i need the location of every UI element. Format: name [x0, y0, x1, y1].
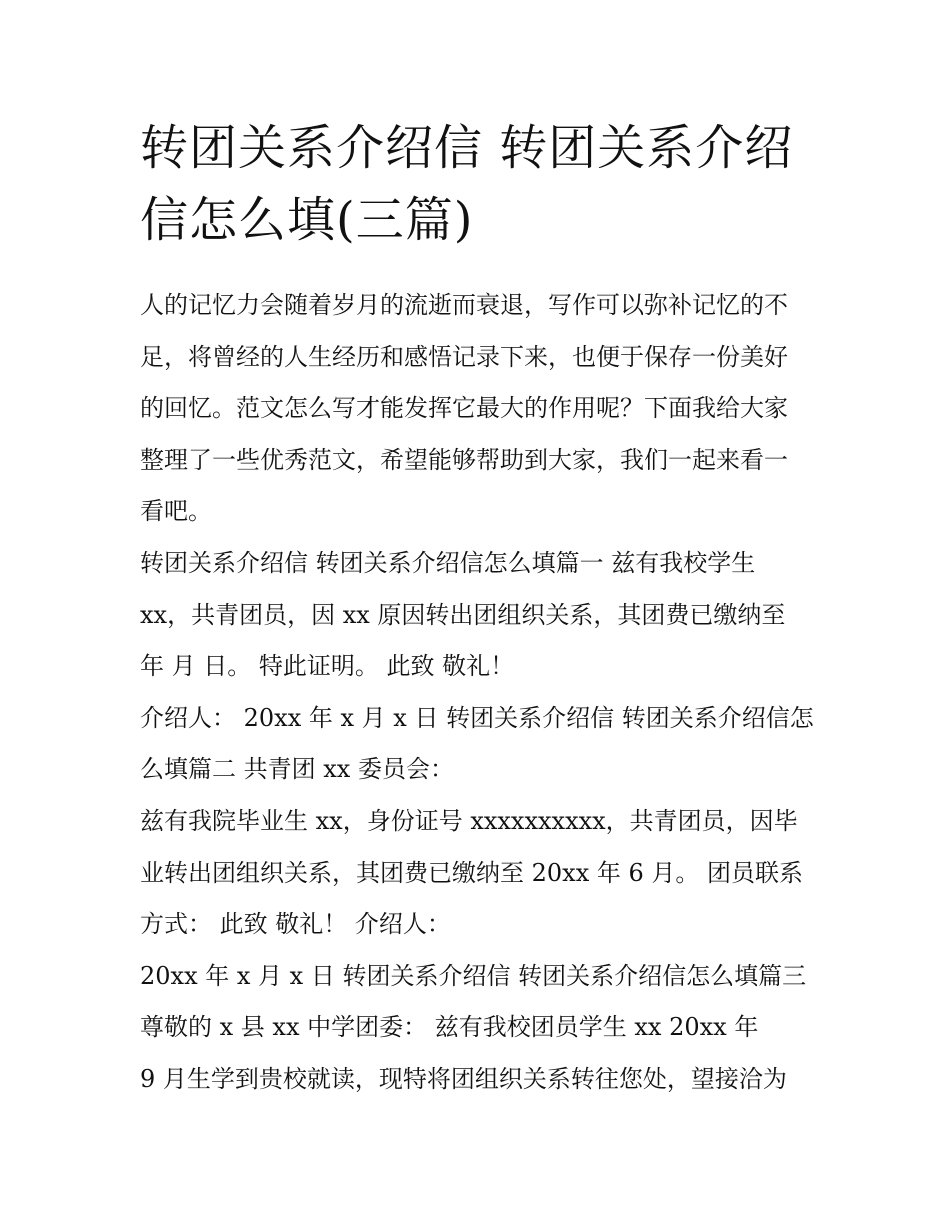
body-line: 的回忆。范文怎么写才能发挥它最大的作用呢？下面我给大家: [140, 394, 788, 423]
body-line: 业转出团组织关系，其团费已缴纳至 20xx 年 6 月。 团员联系: [140, 858, 804, 887]
body-line: 年 月 日。 特此证明。 此致 敬礼！: [140, 652, 515, 681]
body-line: xx，共青团员，因 xx 原因转出团组织关系，其团费已缴纳至: [140, 600, 786, 629]
body-line: 介绍人： 20xx 年 x 月 x 日 转团关系介绍信 转团关系介绍信怎: [140, 703, 814, 732]
title-line: 转团关系介绍信 转团关系介绍: [140, 120, 794, 176]
body-line: 尊敬的 x 县 xx 中学团委： 兹有我校团员学生 xx 20xx 年: [140, 1013, 759, 1042]
body-line: 20xx 年 x 月 x 日 转团关系介绍信 转团关系介绍信怎么填篇三: [140, 961, 807, 990]
body-line: 看吧。: [140, 497, 212, 526]
document-body: [140, 280, 820, 1106]
body-line: 转团关系介绍信 转团关系介绍信怎么填篇一 兹有我校学生: [140, 548, 756, 577]
body-line: 9 月生学到贵校就读，现特将团组织关系转往您处，望接洽为: [140, 1064, 787, 1093]
body-line: 兹有我院毕业生 xx，身份证号 xxxxxxxxxx，共青团员，因毕: [140, 806, 798, 835]
title-line: 信怎么填(三篇): [140, 192, 474, 248]
body-line: 足，将曾经的人生经历和感悟记录下来，也便于保存一份美好: [140, 342, 788, 371]
body-line: 整理了一些优秀范文，希望能够帮助到大家，我们一起来看一: [140, 445, 788, 474]
body-line: 方式： 此致 敬礼！ 介绍人：: [140, 910, 451, 939]
document-title: [140, 112, 820, 256]
body-line: 人的记忆力会随着岁月的流逝而衰退，写作可以弥补记忆的不: [140, 291, 788, 319]
body-line: 么填篇二 共青团 xx 委员会：: [140, 755, 454, 784]
